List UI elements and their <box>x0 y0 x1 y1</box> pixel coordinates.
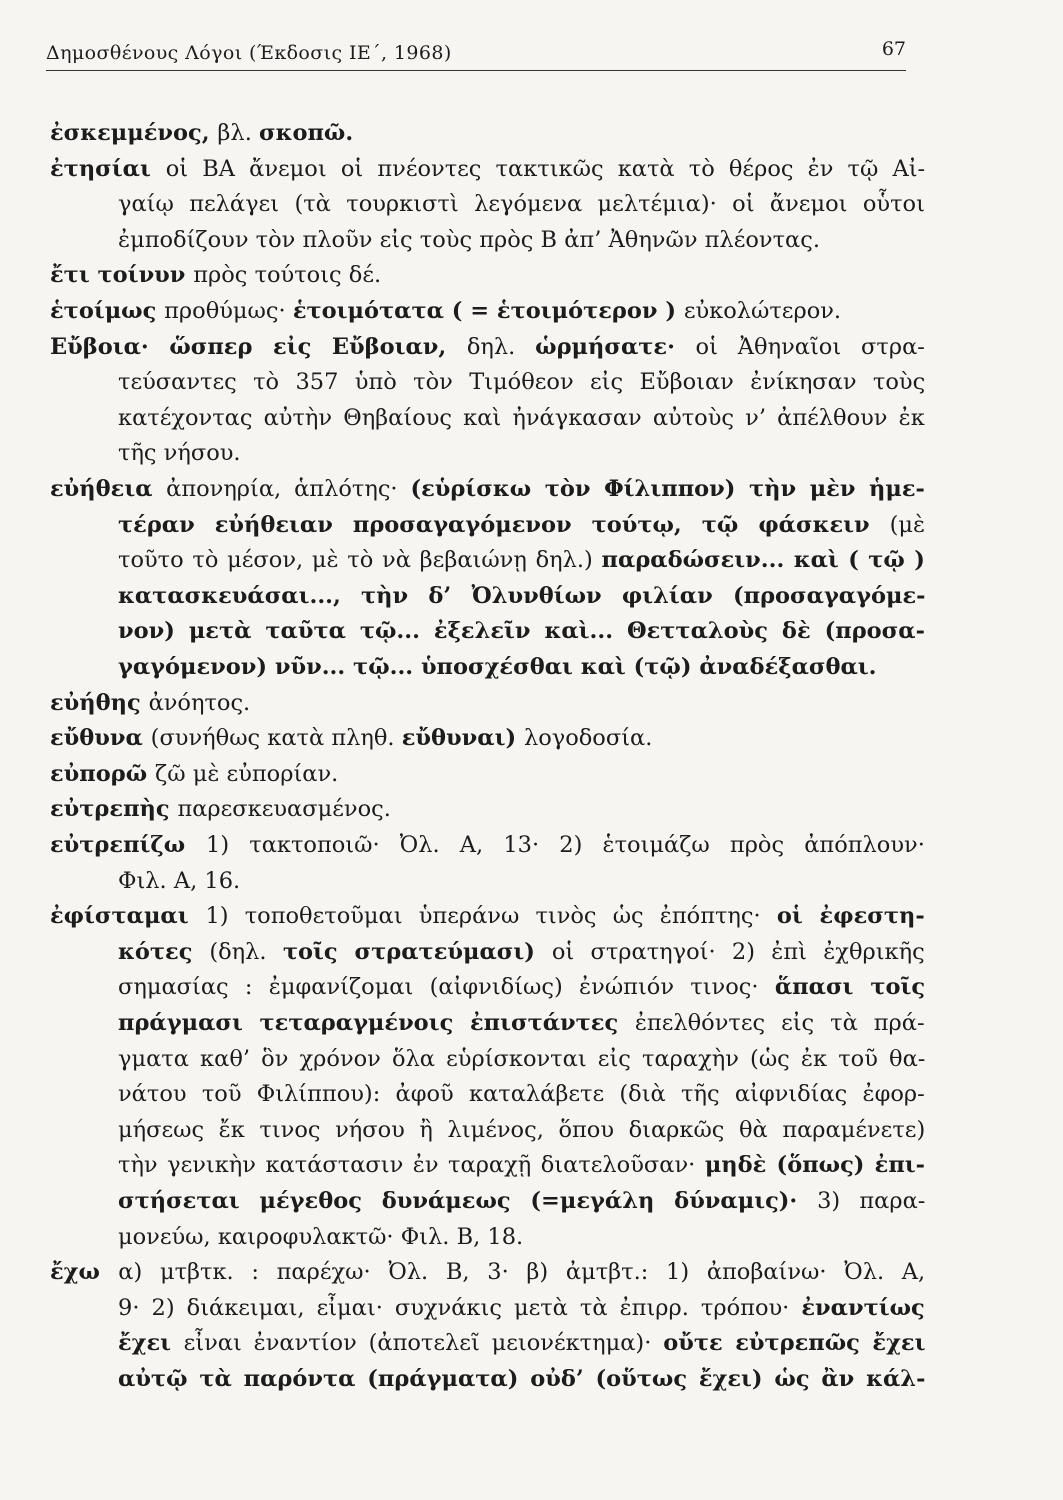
text-line <box>118 652 877 684</box>
lemma-bold-text: ἔτι τοίνυν <box>50 262 194 289</box>
text-line <box>118 189 925 221</box>
lemma-bold-text: εὐήθης <box>50 689 149 716</box>
gloss-text: τῆς νήσου. <box>118 440 241 467</box>
gloss-text: εἶναι ἐναντίον (ἀποτελεῖ μειονέκτημα)· <box>183 1330 664 1357</box>
text-line <box>118 1044 925 1076</box>
gloss-text: (μὲ <box>889 511 926 538</box>
gloss-text: ἀπονηρία, ἁπλότης· <box>166 476 411 502</box>
text-line <box>118 1364 925 1396</box>
gloss-text: μονεύω, καιροφυλακτῶ· Φιλ. Β, 18. <box>118 1223 524 1250</box>
gloss-text: γαίῳ πελάγει (τὰ τουρκιστὶ λεγόμενα μελτέμια)· οἱ ἄνεμοι οὗτοι <box>118 191 925 218</box>
text-line <box>118 1186 925 1218</box>
lemma-bold-text: οὔτε εὐτρεπῶς ἔχει <box>663 1330 926 1357</box>
text-line <box>118 510 925 542</box>
gloss-text: 3) παρα- <box>817 1188 926 1214</box>
gloss-text: παρεσκευασμένος. <box>177 796 391 823</box>
lemma-bold-text: (εὑρίσκω τὸν Φίλιππον) τὴν μὲν ἡμε- <box>410 476 925 502</box>
text-line <box>118 1115 925 1147</box>
gloss-text: οἱ ΒΑ ἄνεμοι οἱ πνέοντες τακτικῶς κατὰ τὸ θέρος ἐν τῷ Αἰ- <box>165 155 926 182</box>
lemma-bold-text: ὡρμήσατε· <box>535 333 696 360</box>
text-line <box>50 474 925 506</box>
lemma-bold-text: αὐτῷ τὰ παρόντα (πράγματα) οὐδ’ (οὕτως ἔχει) ὡς ἂν κάλ- <box>118 1366 926 1392</box>
text-line <box>118 1150 925 1182</box>
gloss-text: 9· 2) διάκειμαι, εἶμαι· συχνάκις μετὰ τὰ ἐπιρρ. τρόπου· <box>118 1294 802 1321</box>
lemma-bold-text: ἑτοιμότατα ( = ἑτοιμότερον ) <box>292 298 684 324</box>
lemma-bold-text: τοῖς στρατεύμασι) <box>282 938 552 965</box>
text-line <box>50 830 925 862</box>
gloss-text: 1) τοποθετοῦμαι ὑπεράνω τινὸς ὡς ἐπόπτης· <box>205 903 777 930</box>
text-line <box>50 794 391 826</box>
text-line <box>50 332 925 364</box>
gloss-text: δηλ. <box>466 333 536 360</box>
gloss-text: βλ. <box>217 120 259 146</box>
lemma-bold-text: κατασκευάσαι..., τὴν δ’ Ὀλυνθίων φιλίαν (προσαγαγόμε- <box>118 582 926 609</box>
text-line <box>118 972 925 1004</box>
text-line <box>118 866 240 898</box>
header-title: Δημοσθένους Λόγοι (Έκδοσις ΙΕ΄, 1968) <box>46 42 452 64</box>
text-line <box>118 225 820 257</box>
lemma-bold-text: ἔχω <box>50 1259 119 1286</box>
text-line <box>118 1222 523 1254</box>
gloss-text: ἐμποδίζουν τὸν πλοῦν εἰς τοὺς πρὸς Β ἀπ’ Ἀθηνῶν πλέοντας. <box>118 226 820 253</box>
gloss-text: οἱ στρατηγοί· 2) ἐπὶ ἐχθρικῆς <box>551 938 925 965</box>
lemma-bold-text: ἔχει <box>118 1330 184 1357</box>
gloss-text: νάτου τοῦ Φιλίππου): ἀφοῦ καταλάβετε (διὰ τῆς αἰφνιδίας ἐφορ- <box>118 1081 925 1108</box>
lemma-bold-text: σκοπῶ. <box>259 120 354 146</box>
gloss-text: (συνήθως κατὰ πληθ. <box>150 725 402 752</box>
text-line <box>50 260 381 292</box>
text-line <box>50 118 353 150</box>
text-line <box>118 1328 925 1360</box>
gloss-text: εὐκολώτερον. <box>683 298 842 324</box>
gloss-text: οἱ Ἀθηναῖοι στρα- <box>695 333 925 360</box>
lemma-bold-text: μηδὲ (ὅπως) ἐπι- <box>704 1152 926 1179</box>
gloss-text: λογοδοσία. <box>523 725 653 752</box>
lemma-bold-text: ἐναντίως <box>801 1294 925 1321</box>
gloss-text: τὴν γενικὴν κατάστασιν ἐν ταραχῇ διατελοῦσαν· <box>118 1152 705 1179</box>
lemma-bold-text: στήσεται μέγεθος δυνάμεως (=μεγάλη δύναμις)· <box>118 1188 818 1214</box>
text-line <box>118 367 925 399</box>
lemma-bold-text: νον) μετὰ ταῦτα τῷ... ἐξελεῖν καὶ... Θετταλοὺς δὲ (προσα- <box>118 618 925 645</box>
lemma-bold-text: κότες <box>118 938 210 965</box>
text-line <box>118 581 925 613</box>
gloss-text: τεύσαντες τὸ 357 ὑπὸ τὸν Τιμόθεον εἰς Εὔβοιαν ἐνίκησαν τοὺς <box>118 369 926 396</box>
lemma-bold-text: οἱ ἐφεστη- <box>776 903 925 930</box>
lemma-bold-text: ἐφίσταμαι <box>50 903 206 930</box>
gloss-text: τοῦτο τὸ μέσον, μὲ τὸ νὰ βεβαιώνῃ δηλ.) <box>118 547 602 574</box>
page-number: 67 <box>881 38 906 60</box>
gloss-text: γματα καθ’ ὃν χρόνον ὅλα εὑρίσκονται εἰς ταραχὴν (ὡς ἐκ τοῦ θα- <box>118 1045 926 1072</box>
text-line <box>50 759 338 791</box>
lemma-bold-text: εὐπορῶ <box>50 760 155 787</box>
text-line <box>50 1257 925 1289</box>
lemma-bold-text: τέραν εὐήθειαν προσαγαγόμενον τούτῳ, τῷ φάσκειν <box>118 511 890 538</box>
gloss-text: κατέχοντας αὐτὴν Θηβαίους καὶ ἠνάγκασαν αὐτοὺς ν’ ἀπέλθουν ἐκ <box>118 404 925 431</box>
text-line <box>50 901 925 933</box>
text-line <box>50 154 925 186</box>
text-line <box>118 616 925 648</box>
text-line <box>118 1079 925 1111</box>
text-line <box>118 438 241 470</box>
text-line <box>118 937 925 969</box>
gloss-text: μήσεως ἔκ τινος νήσου ἢ λιμένος, ὅπου διαρκῶς θὰ παραμένετε) <box>118 1116 926 1143</box>
gloss-text: (δηλ. <box>209 938 283 965</box>
gloss-text: προθύμως· <box>164 298 293 324</box>
lemma-bold-text: εὐτρεπίζω <box>50 832 207 858</box>
gloss-text: σημασίας : ἐμφανίζομαι (αἰφνιδίως) ἐνώπιόν τινος· <box>118 974 775 1001</box>
gloss-text: πρὸς τούτοις δέ. <box>193 262 382 289</box>
text-line <box>50 723 652 755</box>
gloss-text: α) μτβτκ. : παρέχω· Ὀλ. Β, 3· β) ἀμτβτ.: 1) ἀποβαίνω· Ὀλ. Α, <box>118 1259 926 1286</box>
lemma-bold-text: ἅπασι τοῖς <box>774 974 926 1001</box>
lemma-bold-text: γαγόμενον) νῦν... τῷ... ὑποσχέσθαι καὶ (τῷ) ἀναδέξασθαι. <box>118 654 877 680</box>
lemma-bold-text: εὐτρεπὴς <box>50 796 178 823</box>
text-line <box>50 688 250 720</box>
text-line <box>118 545 925 577</box>
lemma-bold-text: εὔθυναι) <box>401 725 524 752</box>
text-line <box>118 1293 925 1325</box>
text-line <box>118 403 925 435</box>
lemma-bold-text: ἐσκεμμένος, <box>50 120 218 146</box>
lemma-bold-text: ἐτησίαι <box>50 155 166 182</box>
lemma-bold-text: παραδώσειν... καὶ ( τῷ ) <box>601 547 925 574</box>
gloss-text: 1) τακτοποιῶ· Ὀλ. Α, 13· 2) ἑτοιμάζω πρὸς ἀπόπλουν· <box>206 832 925 858</box>
lemma-bold-text: πράγμασι τεταραγμένοις ἐπιστάντες <box>118 1010 635 1036</box>
lemma-bold-text: ἑτοίμως <box>50 298 165 324</box>
lemma-bold-text: Εὔβοια· ὥσπερ εἰς Εὔβοιαν, <box>50 333 467 360</box>
lemma-bold-text: εὔθυνα <box>50 725 151 752</box>
text-line <box>118 1008 925 1040</box>
gloss-text: ζῶ μὲ εὐπορίαν. <box>155 760 339 787</box>
gloss-text: ἐπελθόντες εἰς τὰ πρά- <box>634 1010 925 1036</box>
gloss-text: Φιλ. Α, 16. <box>118 867 241 894</box>
text-line <box>50 296 841 328</box>
gloss-text: ἀνόητος. <box>148 689 251 716</box>
lemma-bold-text: εὐήθεια <box>50 476 167 502</box>
running-header <box>46 38 906 71</box>
